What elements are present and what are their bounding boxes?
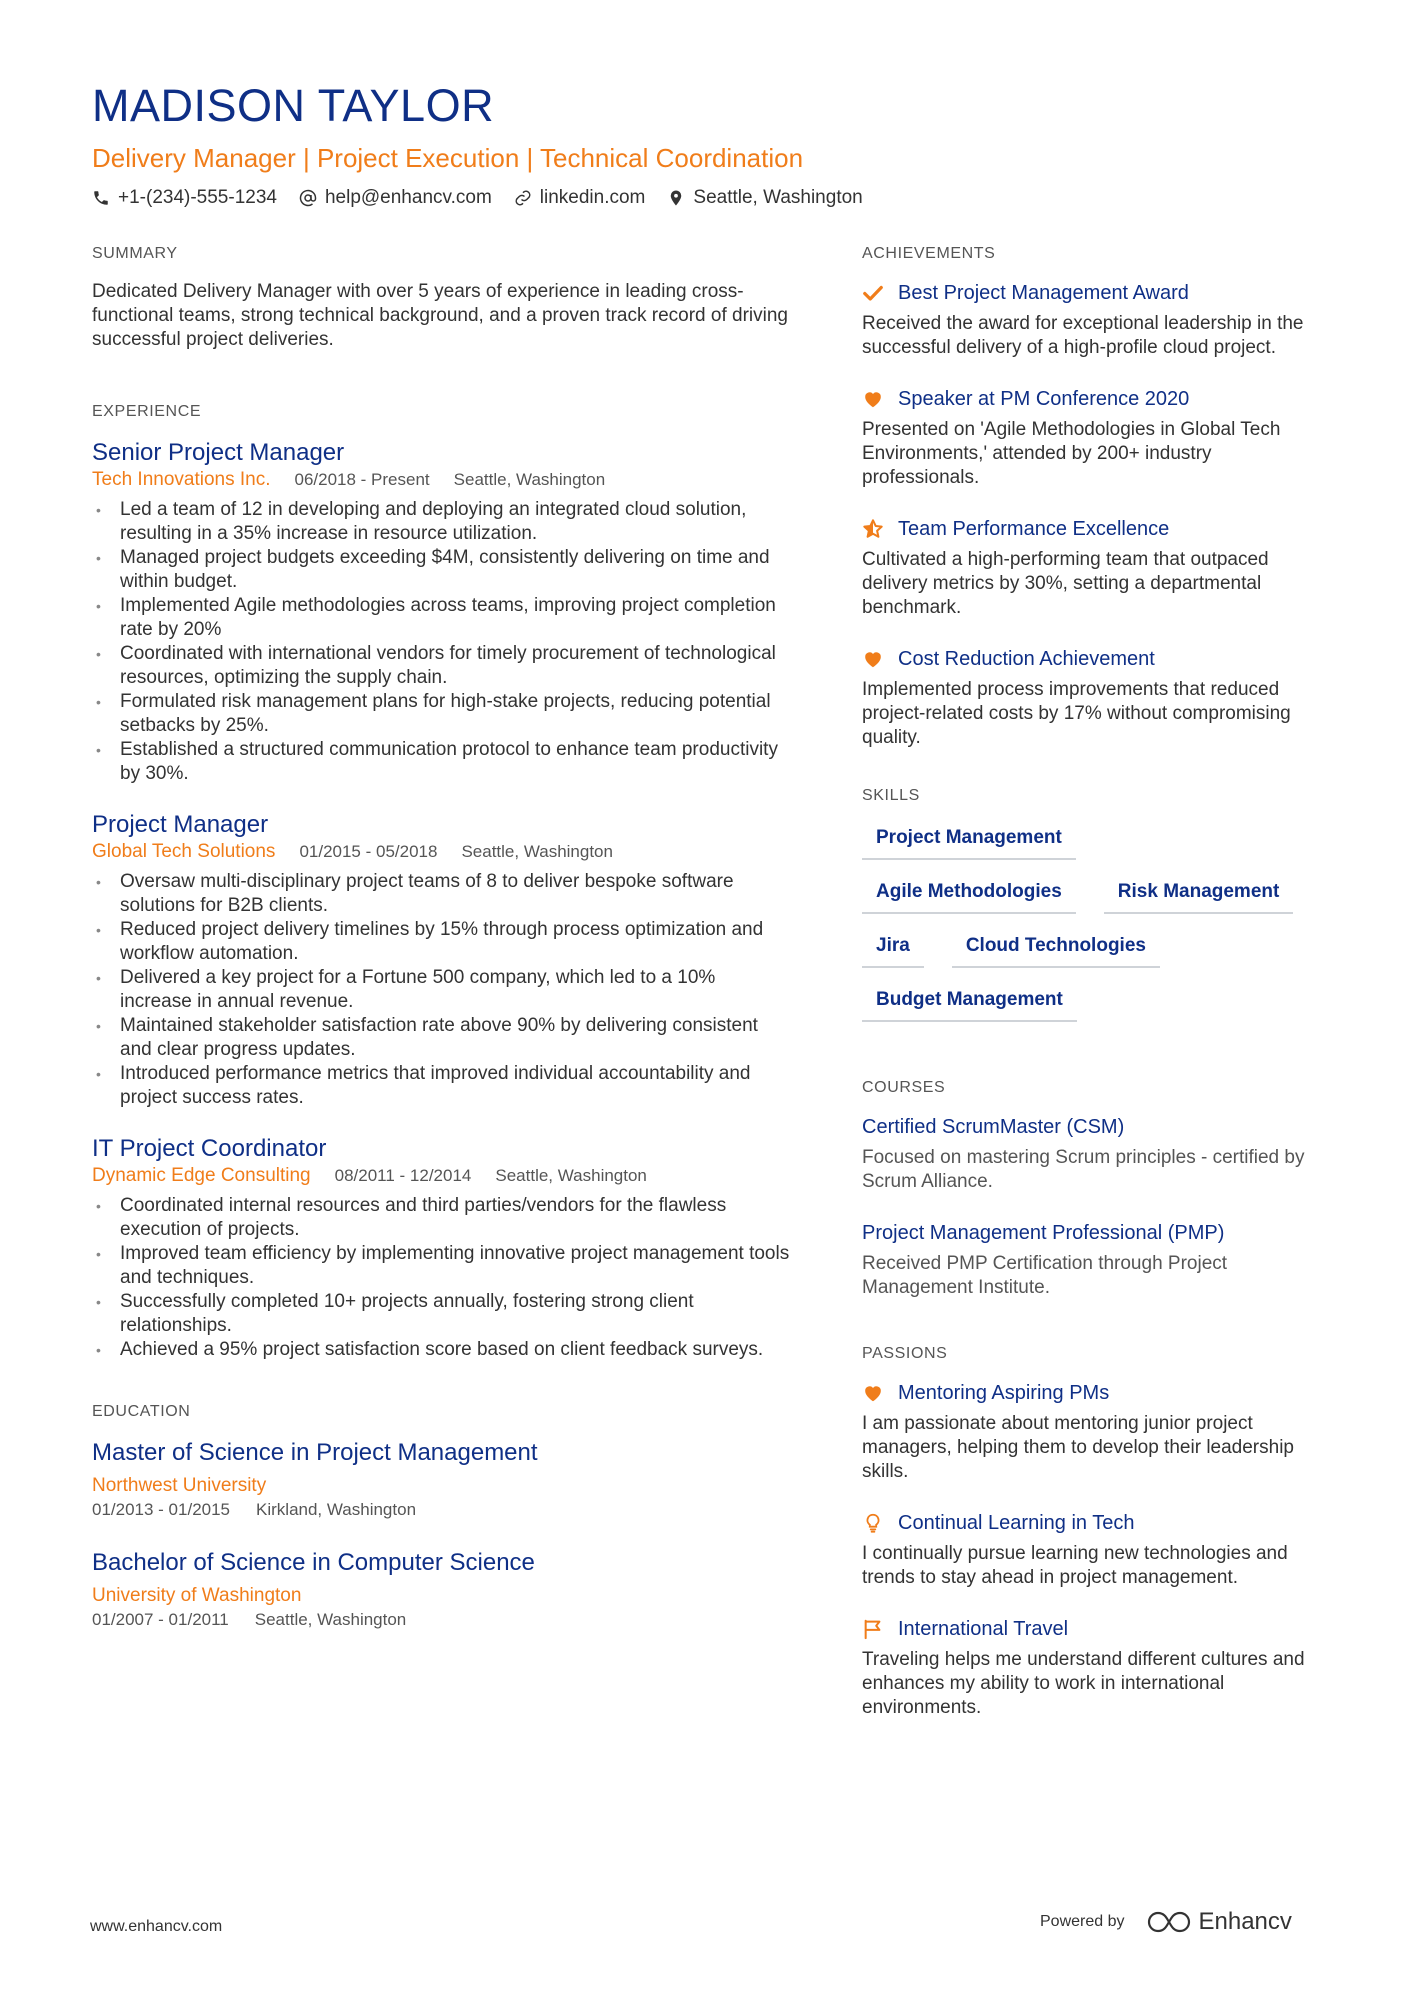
skills-title: SKILLS bbox=[862, 787, 920, 804]
location-text: Seattle, Washington bbox=[693, 187, 863, 208]
summary-text: Dedicated Delivery Manager with over 5 years of experience in leading cross-functional teams, strong technical background, and a proven track record of driving successful project deliveries. bbox=[92, 281, 788, 350]
skills-section bbox=[862, 786, 1332, 1022]
school-name: University of Washington bbox=[92, 1585, 302, 1606]
education-dates: 01/2007 - 01/2011 bbox=[92, 1610, 229, 1629]
footer-branding bbox=[1040, 1908, 1292, 1936]
heart-icon bbox=[862, 648, 884, 670]
enhancv-logo-icon bbox=[1147, 1910, 1191, 1934]
linkedin-text: linkedin.com bbox=[539, 187, 646, 208]
passion-item bbox=[862, 1510, 1332, 1590]
at-icon bbox=[299, 189, 317, 207]
job-dates: 08/2011 - 12/2014 bbox=[334, 1166, 472, 1185]
achievement-header bbox=[862, 516, 1332, 542]
bullet-item: • Coordinated internal resources and third parties/vendors for the flawless execution of projects. bbox=[92, 1194, 792, 1242]
skill-tag: Project Management bbox=[862, 822, 1076, 860]
left-column bbox=[92, 244, 792, 1682]
link-icon bbox=[514, 189, 532, 207]
heart-icon bbox=[862, 1382, 884, 1404]
course-text: Received PMP Certification through Project Management Institute. bbox=[862, 1253, 1228, 1298]
passion-title: Continual Learning in Tech bbox=[898, 1512, 1135, 1534]
achievement-item bbox=[862, 646, 1332, 750]
passion-item bbox=[862, 1616, 1332, 1720]
job-entry bbox=[92, 810, 792, 1110]
passion-title: Mentoring Aspiring PMs bbox=[898, 1382, 1110, 1404]
heart-icon bbox=[862, 388, 884, 410]
job-meta bbox=[92, 468, 792, 492]
achievement-title: Team Performance Excellence bbox=[898, 518, 1170, 540]
course-title: Project Management Professional (PMP) bbox=[862, 1222, 1225, 1244]
job-bullets bbox=[92, 1194, 792, 1362]
passion-text: Traveling helps me understand different cultures and enhances my ability to work in international environments. bbox=[862, 1649, 1305, 1718]
passions-section bbox=[862, 1344, 1332, 1720]
passion-item bbox=[862, 1380, 1332, 1484]
skill-tag: Agile Methodologies bbox=[862, 876, 1076, 914]
education-meta bbox=[92, 1608, 792, 1632]
resume-header bbox=[92, 78, 1332, 212]
passion-title: International Travel bbox=[898, 1618, 1069, 1640]
achievement-text: Cultivated a high-performing team that outpaced delivery metrics by 30%, setting a departmental benchmark. bbox=[862, 549, 1269, 618]
education-title: EDUCATION bbox=[92, 1403, 191, 1420]
contact-email[interactable] bbox=[299, 184, 492, 212]
bullet-item: • Formulated risk management plans for high-stake projects, reducing potential setbacks by 25%. bbox=[92, 690, 792, 738]
contact-location bbox=[667, 184, 862, 212]
bullet-item: • Improved team efficiency by implementing innovative project management tools and techniques. bbox=[92, 1242, 792, 1290]
achievements-title: ACHIEVEMENTS bbox=[862, 245, 996, 262]
check-icon bbox=[862, 282, 884, 304]
job-bullets bbox=[92, 870, 792, 1110]
job-meta bbox=[92, 840, 792, 864]
achievement-header bbox=[862, 280, 1332, 306]
course-item bbox=[862, 1220, 1332, 1300]
phone-text: +1-(234)-555-1234 bbox=[118, 187, 277, 208]
bullet-item: • Implemented Agile methodologies across teams, improving project completion rate by 20% bbox=[92, 594, 792, 642]
bullet-item: • Led a team of 12 in developing and deploying an integrated cloud solution, resulting in a 35% increase in resource utilization. bbox=[92, 498, 792, 546]
job-meta bbox=[92, 1164, 792, 1188]
skills-list bbox=[862, 822, 1322, 1022]
bullet-item: • Established a structured communication protocol to enhance team productivity by 30%. bbox=[92, 738, 792, 786]
achievements-section bbox=[862, 244, 1332, 750]
bullet-item: • Delivered a key project for a Fortune 500 company, which led to a 10% increase in annual revenue. bbox=[92, 966, 792, 1014]
achievement-text: Presented on 'Agile Methodologies in Global Tech Environments,' attended by 200+ industry professionals. bbox=[862, 419, 1281, 488]
education-meta bbox=[92, 1498, 792, 1522]
skill-tag: Risk Management bbox=[1104, 876, 1294, 914]
location-pin-icon bbox=[667, 189, 685, 207]
course-text: Focused on mastering Scrum principles - certified by Scrum Alliance. bbox=[862, 1147, 1305, 1192]
job-title: IT Project Coordinator bbox=[92, 1135, 327, 1162]
education-location: Kirkland, Washington bbox=[256, 1500, 417, 1519]
summary-title: SUMMARY bbox=[92, 245, 178, 262]
contact-phone[interactable] bbox=[92, 184, 277, 212]
education-entry bbox=[92, 1548, 792, 1632]
job-dates: 06/2018 - Present bbox=[294, 470, 430, 489]
company-name: Global Tech Solutions bbox=[92, 841, 276, 862]
bullet-item: • Successfully completed 10+ projects annually, fostering strong client relationships. bbox=[92, 1290, 792, 1338]
degree-title: Bachelor of Science in Computer Science bbox=[92, 1549, 535, 1576]
passion-header bbox=[862, 1510, 1332, 1536]
candidate-name: MADISON TAYLOR bbox=[92, 80, 495, 131]
skill-tag: Budget Management bbox=[862, 984, 1077, 1022]
achievement-title: Best Project Management Award bbox=[898, 282, 1189, 304]
bullet-item: • Introduced performance metrics that improved individual accountability and project success rates. bbox=[92, 1062, 792, 1110]
achievement-text: Received the award for exceptional leadership in the successful delivery of a high-profile cloud project. bbox=[862, 313, 1304, 358]
bullet-item: • Oversaw multi-disciplinary project teams of 8 to deliver bespoke software solutions for B2B clients. bbox=[92, 870, 792, 918]
education-section bbox=[92, 1402, 792, 1632]
company-name: Dynamic Edge Consulting bbox=[92, 1165, 311, 1186]
experience-title: EXPERIENCE bbox=[92, 403, 202, 420]
footer-website[interactable]: www.enhancv.com bbox=[90, 1918, 223, 1935]
contact-linkedin[interactable] bbox=[514, 184, 646, 212]
bullet-item: • Reduced project delivery timelines by 15% through process optimization and workflow automation. bbox=[92, 918, 792, 966]
company-name: Tech Innovations Inc. bbox=[92, 469, 271, 490]
education-location: Seattle, Washington bbox=[254, 1610, 407, 1629]
star-icon bbox=[862, 518, 884, 540]
brand-name: Enhancv bbox=[1198, 1908, 1292, 1935]
skill-tag: Jira bbox=[862, 930, 924, 968]
job-location: Seattle, Washington bbox=[495, 1166, 647, 1185]
school-name: Northwest University bbox=[92, 1475, 267, 1496]
job-entry bbox=[92, 1134, 792, 1362]
brand-logo[interactable] bbox=[1147, 1908, 1292, 1936]
achievement-item bbox=[862, 386, 1332, 490]
powered-by-label: Powered by bbox=[1040, 1913, 1125, 1930]
achievement-header bbox=[862, 386, 1332, 412]
education-entry bbox=[92, 1438, 792, 1522]
achievement-item bbox=[862, 280, 1332, 360]
achievement-title: Speaker at PM Conference 2020 bbox=[898, 388, 1190, 410]
course-item bbox=[862, 1114, 1332, 1194]
courses-section bbox=[862, 1078, 1332, 1300]
bullet-item: • Maintained stakeholder satisfaction rate above 90% by delivering consistent and clear progress updates. bbox=[92, 1014, 792, 1062]
phone-icon bbox=[92, 189, 110, 207]
contact-bar bbox=[92, 184, 1332, 212]
passion-text: I am passionate about mentoring junior project managers, helping them to develop their leadership skills. bbox=[862, 1413, 1294, 1482]
degree-title: Master of Science in Project Management bbox=[92, 1439, 538, 1466]
job-location: Seattle, Washington bbox=[461, 842, 613, 861]
skill-tag: Cloud Technologies bbox=[952, 930, 1160, 968]
job-dates: 01/2015 - 05/2018 bbox=[299, 842, 438, 861]
achievement-title: Cost Reduction Achievement bbox=[898, 648, 1155, 670]
achievement-text: Implemented process improvements that reduced project-related costs by 17% without compromising quality. bbox=[862, 679, 1291, 748]
lightbulb-icon bbox=[862, 1512, 884, 1534]
bullet-item: • Achieved a 95% project satisfaction score based on client feedback surveys. bbox=[92, 1338, 792, 1362]
passion-header bbox=[862, 1616, 1332, 1642]
passion-text: I continually pursue learning new technologies and trends to stay ahead in project management. bbox=[862, 1543, 1288, 1588]
bullet-item: • Managed project budgets exceeding $4M, consistently delivering on time and within budget. bbox=[92, 546, 792, 594]
summary-section bbox=[92, 244, 792, 352]
passions-title: PASSIONS bbox=[862, 1345, 948, 1362]
achievement-item bbox=[862, 516, 1332, 620]
experience-section bbox=[92, 402, 792, 1362]
courses-title: COURSES bbox=[862, 1079, 946, 1096]
job-title: Senior Project Manager bbox=[92, 439, 345, 466]
passion-header bbox=[862, 1380, 1332, 1406]
flag-icon bbox=[862, 1618, 884, 1640]
email-text: help@enhancv.com bbox=[324, 187, 492, 208]
headline: Delivery Manager | Project Execution | Technical Coordination bbox=[92, 143, 804, 173]
job-entry bbox=[92, 438, 792, 786]
bullet-item: • Coordinated with international vendors for timely procurement of technological resources, optimizing the supply chain. bbox=[92, 642, 792, 690]
job-title: Project Manager bbox=[92, 811, 269, 838]
achievement-header bbox=[862, 646, 1332, 672]
right-column bbox=[862, 244, 1332, 1770]
job-bullets bbox=[92, 498, 792, 786]
job-location: Seattle, Washington bbox=[453, 470, 606, 489]
education-dates: 01/2013 - 01/2015 bbox=[92, 1500, 231, 1519]
course-title: Certified ScrumMaster (CSM) bbox=[862, 1116, 1125, 1138]
